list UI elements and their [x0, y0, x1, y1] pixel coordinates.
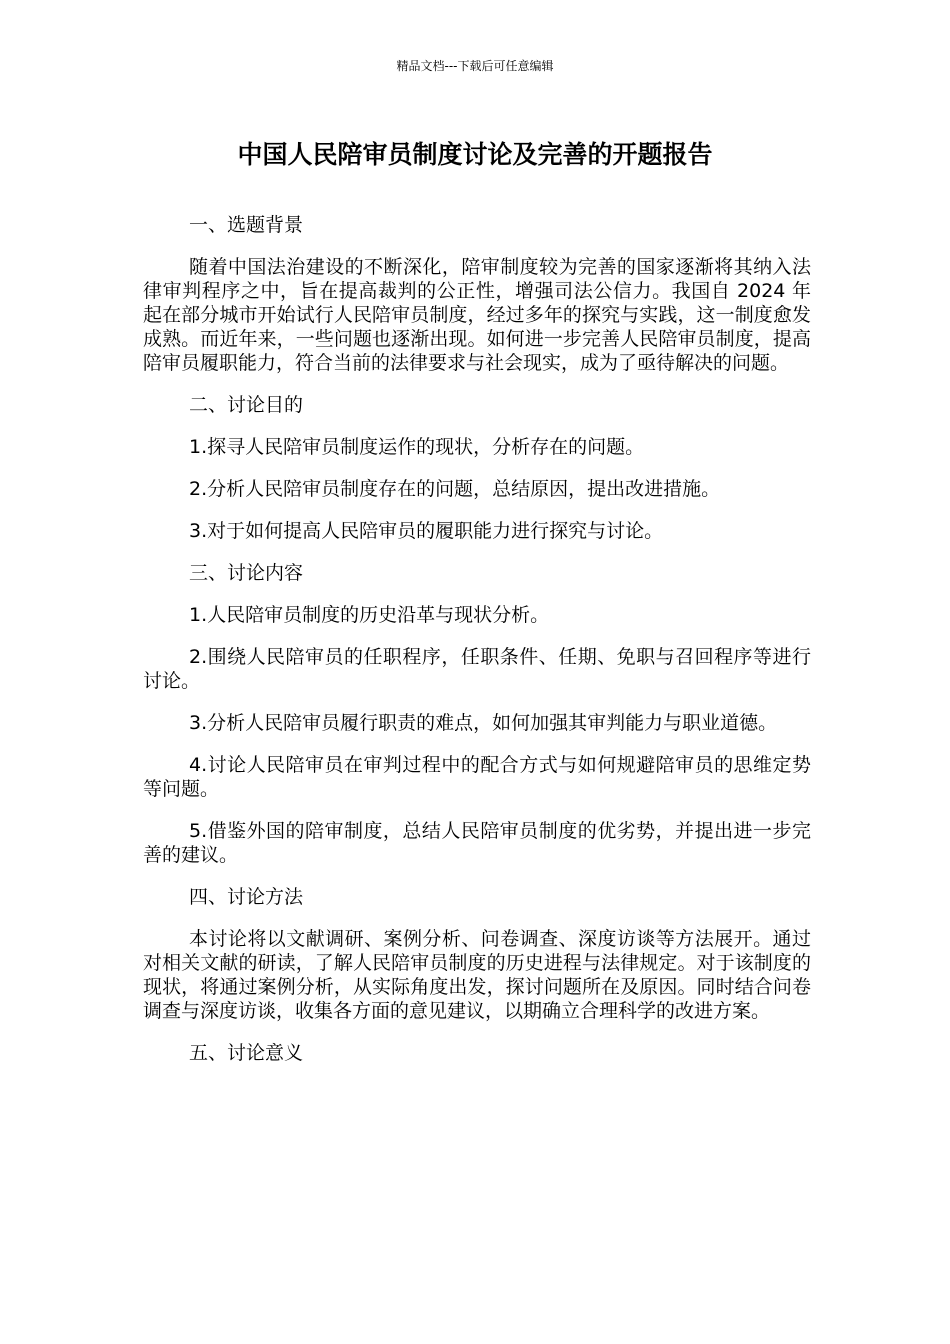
- list-item-content-1: 1.人民陪审员制度的历史沿革与现状分析。: [189, 604, 550, 626]
- list-item-content-4: 4.讨论人民陪审员在审判过程中的配合方式与如何规避陪审员的思维定势等问题。: [143, 754, 811, 800]
- header-note: 精品文档---下载后可任意编辑: [396, 59, 554, 73]
- document-title: 中国人民陪审员制度讨论及完善的开题报告: [237, 140, 713, 169]
- paragraph-background: 随着中国法治建设的不断深化，陪审制度较为完善的国家逐渐将其纳入法律审判程序之中，旨在提高裁判的公正性，增强司法公信力。我国自 2024 年起在部分城市开始试行人民陪审员制度，经过多年的探究与实践，这一制度愈发成熟。而近年来，一些问题也逐渐出现。如何进一步完善人民陪审员制度，提高陪审员履职能力，符合当前的法律要求与社会现实，成为了亟待解决的问题。: [143, 256, 811, 374]
- section-heading-methods: 四、讨论方法: [189, 886, 304, 908]
- paragraph-methods: 本讨论将以文献调研、案例分析、问卷调查、深度访谈等方法展开。通过对相关文献的研读，了解人民陪审员制度的历史进程与法律规定。对于该制度的现状，将通过案例分析，从实际角度出发，探讨问题所在及原因。同时结合问卷调查与深度访谈，收集各方面的意见建议，以期确立合理科学的改进方案。: [143, 928, 811, 1022]
- list-item-purpose-3: 3.对于如何提高人民陪审员的履职能力进行探究与讨论。: [189, 520, 664, 542]
- section-heading-purpose: 二、讨论目的: [189, 394, 304, 416]
- list-item-content-2: 2.围绕人民陪审员的任职程序，任职条件、任期、免职与召回程序等进行讨论。: [143, 646, 811, 692]
- list-item-purpose-1: 1.探寻人民陪审员制度运作的现状，分析存在的问题。: [189, 436, 645, 458]
- section-heading-content: 三、讨论内容: [189, 562, 304, 584]
- section-heading-background: 一、选题背景: [189, 214, 304, 236]
- list-item-content-5: 5.借鉴外国的陪审制度，总结人民陪审员制度的优劣势，并提出进一步完善的建议。: [143, 820, 811, 866]
- section-heading-significance: 五、讨论意义: [189, 1042, 304, 1064]
- document-body: [143, 213, 811, 1083]
- list-item-purpose-2: 2.分析人民陪审员制度存在的问题，总结原因，提出改进措施。: [189, 478, 721, 500]
- list-item-content-3: 3.分析人民陪审员履行职责的难点，如何加强其审判能力与职业道德。: [189, 712, 778, 734]
